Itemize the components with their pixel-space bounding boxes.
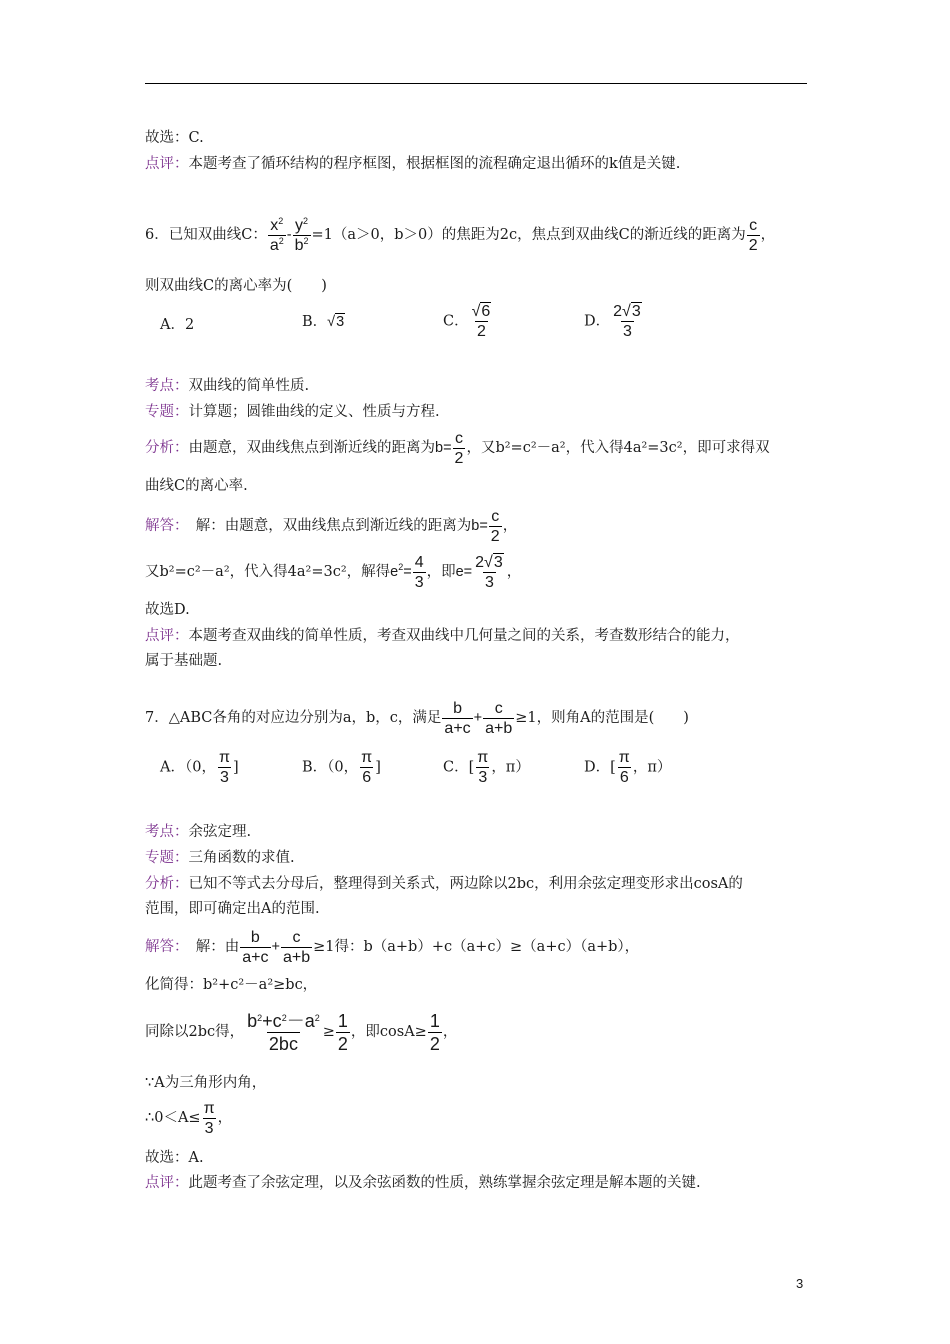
comment-label: 点评： bbox=[145, 156, 189, 172]
q7-stem: 7．△ABC各角的对应边分别为a，b，c，满足 $\frac{b}{a+c}$ + $\frac{c}{a+b}$ ≥1，则角A的范围是( ) bbox=[145, 699, 689, 737]
sqrt-3: √3 bbox=[327, 314, 345, 330]
q7-step3: 同除以2bc得， $\frac{b^2+c^2-a^2}{2bc}$ ≥ $\frac{1}{2}$ ，即cosA≥ $\frac{1}{2}$ ， bbox=[145, 1010, 458, 1054]
q7-fenxi: 分析：已知不等式去分母后，整理得到关系式，两边除以2bc，利用余弦定理变形求出cosA的 bbox=[145, 876, 743, 892]
q7-fenxi-line2: 范围，即可确定出A的范围. bbox=[145, 901, 320, 917]
q6-comment-line2: 属于基础题. bbox=[145, 653, 223, 669]
q6-fenxi: 分析：由题意，双曲线焦点到渐近线的距离为b= $\frac{c}{2}$ ，又b²=c²－a²，代入得4a²=3c²，即可求得双 bbox=[145, 429, 770, 467]
q6-option-a: A．2 bbox=[160, 317, 195, 333]
frac-y2-b2: $\frac{y^2}{b^2}$ bbox=[294, 215, 309, 254]
q7-comment: 点评：此题考查了余弦定理，以及余弦函数的性质，熟练掌握余弦定理是解本题的关键. bbox=[145, 1175, 701, 1191]
q7-kaodian: 考点：余弦定理. bbox=[145, 824, 252, 840]
q6-jieda-line2: 又b²=c²－a²，代入得4a²=3c²，解得$e^2=$ $\frac{4}{3}$ ，即e= $\frac{2√3}{3}$ ， bbox=[145, 553, 522, 591]
q6-option-c: C． $\frac{√6}{2}$ bbox=[443, 303, 491, 340]
q6-stem: 6．已知双曲线C： $\frac{x^2}{a^2}$ - $\frac{y^2}{b^2}$ =1（a＞0，b＞0）的焦距为2c，焦点到双曲线C的渐近线的距离为 $\frac{c}{2}$ ， bbox=[145, 215, 776, 254]
q6-zhuanti: 专题：计算题；圆锥曲线的定义、性质与方程. bbox=[145, 404, 440, 420]
q7-option-b: B．（0， $\frac{\pi}{6}$ ] bbox=[302, 749, 381, 786]
q7-option-d: D．[ $\frac{\pi}{6}$ ，π） bbox=[584, 749, 672, 786]
prev-answer: 故选：C. bbox=[145, 130, 204, 146]
q7-step4: ∵A为三角形内角， bbox=[145, 1075, 267, 1091]
q6-fenxi-line2: 曲线C的离心率. bbox=[145, 478, 248, 494]
frac-c-2: $\frac{c}{2}$ bbox=[748, 216, 758, 254]
q7-step5: ∴0＜A≤ $\frac{\pi}{3}$ ， bbox=[145, 1099, 233, 1137]
frac-x2-a2: $\frac{x^2}{a^2}$ bbox=[269, 215, 284, 254]
q6-kaodian: 考点：双曲线的简单性质. bbox=[145, 378, 310, 394]
q7-zhuanti: 专题：三角函数的求值. bbox=[145, 850, 295, 866]
page-number: 3 bbox=[796, 1276, 804, 1291]
prev-comment: 点评：本题考查了循环结构的程序框图，根据框图的流程确定退出循环的k值是关键. bbox=[145, 156, 681, 172]
q7-answer: 故选：A. bbox=[145, 1150, 204, 1166]
q6-option-d: D． $\frac{2√3}{3}$ bbox=[584, 303, 641, 340]
q7-step2: 化简得：b²+c²－a²≥bc， bbox=[145, 977, 318, 993]
q6-stem-line2: 则双曲线C的离心率为( ) bbox=[145, 278, 327, 294]
q7-jieda: 解答： 解：由 $\frac{b}{a+c}$ + $\frac{c}{a+b}$ ≥1得：b（a+b）+c（a+c）≥（a+c）（a+b）， bbox=[145, 928, 640, 966]
header-rule bbox=[145, 83, 807, 84]
q6-option-b: B．√3 bbox=[302, 314, 345, 330]
q7-option-c: C．[ $\frac{\pi}{3}$ ，π） bbox=[443, 749, 530, 786]
q6-answer: 故选D. bbox=[145, 602, 190, 618]
q7-option-a: A．（0， $\frac{\pi}{3}$ ] bbox=[160, 749, 239, 786]
q6-jieda: 解答： 解：由题意，双曲线焦点到渐近线的距离为b= $\frac{c}{2}$ ， bbox=[145, 507, 518, 545]
q6-comment: 点评：本题考查双曲线的简单性质，考查双曲线中几何量之间的关系，考查数形结合的能力， bbox=[145, 628, 740, 644]
